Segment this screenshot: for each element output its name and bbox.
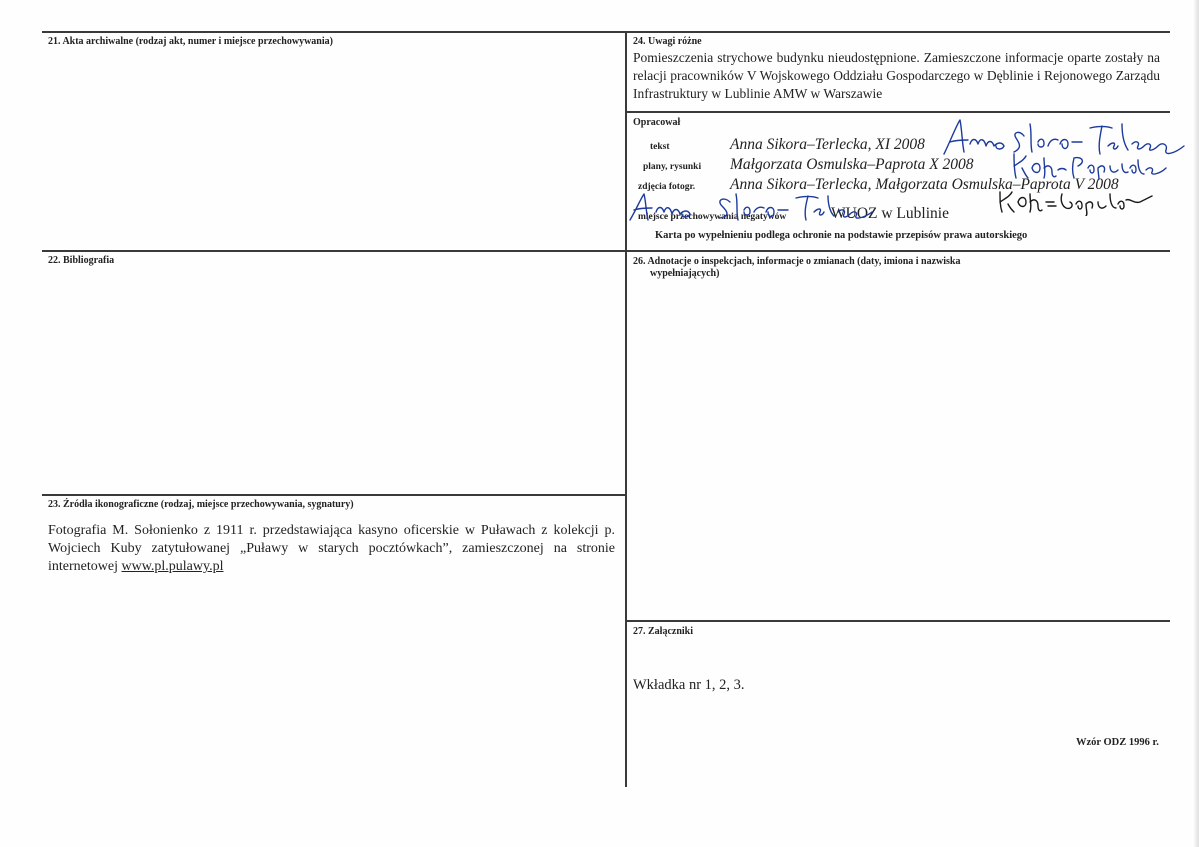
section-24-header: 24. Uwagi różne: [633, 36, 702, 47]
rule-26-27: [626, 620, 1170, 622]
website-link[interactable]: www.pl.pulawy.pl: [121, 559, 224, 574]
rule-center-vertical: [625, 31, 627, 787]
row-label-zdjecia: zdjęcia fotogr.: [638, 182, 696, 192]
section-23-text: [48, 522, 615, 576]
section-23-header: 23. Źródła ikonograficzne (rodzaj, miejsce przechowywania, sygnatury): [48, 499, 354, 510]
signature-ink: [1010, 150, 1170, 180]
section-26-header-line2: wypełniających): [650, 268, 720, 279]
negatives-label: miejsce przechowywania negatywów: [638, 212, 787, 222]
signature-ink: [996, 188, 1156, 216]
section-23-text-lead: Fotografia M. Sołonienko z 1911 r. przedstawiająca kasyno oficerskie w Puławach z kolekcji p. Wojciech Kuby zatytułowanej „Puławy w starych pocztówkach”, zamieszczonej na stronie internetowej: [48, 523, 615, 574]
negatives-value: WUOZ w Lublinie: [831, 205, 949, 222]
signature-ink: [626, 192, 926, 222]
row-label-plany: plany, rysunki: [643, 162, 702, 172]
row-value-plany: Małgorzata Osmulska–Paprota X 2008: [730, 156, 974, 173]
row-value-tekst: Anna Sikora–Terlecka, XI 2008: [730, 136, 925, 153]
page-edge-shadow: [1193, 0, 1199, 847]
section-27-text: Wkładka nr 1, 2, 3.: [633, 677, 745, 693]
row-value-zdjecia: Anna Sikora–Terlecka, Małgorzata Osmulska–Paprota V 2008: [730, 176, 1119, 193]
rule-22-23: [42, 494, 626, 496]
section-25-header: Opracował: [633, 117, 681, 128]
section-24-text: Pomieszczenia strychowe budynku nieudostępnione. Zamieszczone informacje oparte zostały na relacji pracowników V Wojskowego Oddziału Gospodarczego w Dęblinie i Rejonowego Zarządu Infrastruktury w Lublinie AMW w Warszawie: [633, 50, 1160, 101]
rule-24-25: [626, 111, 1170, 113]
section-26-header-line1: 26. Adnotacje o inspekcjach, informacje o zmianach (daty, imiona i nazwiska: [633, 256, 961, 267]
section-21-header: 21. Akta archiwalne (rodzaj akt, numer i miejsce przechowywania): [48, 36, 333, 47]
copyright-note: Karta po wypełnieniu podlega ochronie na podstawie przepisów prawa autorskiego: [655, 230, 1028, 241]
section-22-header: 22. Bibliografia: [48, 255, 115, 266]
section-27-header: 27. Załączniki: [633, 626, 694, 637]
template-footer: Wzór ODZ 1996 r.: [1076, 737, 1159, 748]
row-label-tekst: tekst: [650, 142, 670, 152]
rule-21-22: [42, 250, 1170, 252]
rule-top: [42, 31, 1170, 33]
